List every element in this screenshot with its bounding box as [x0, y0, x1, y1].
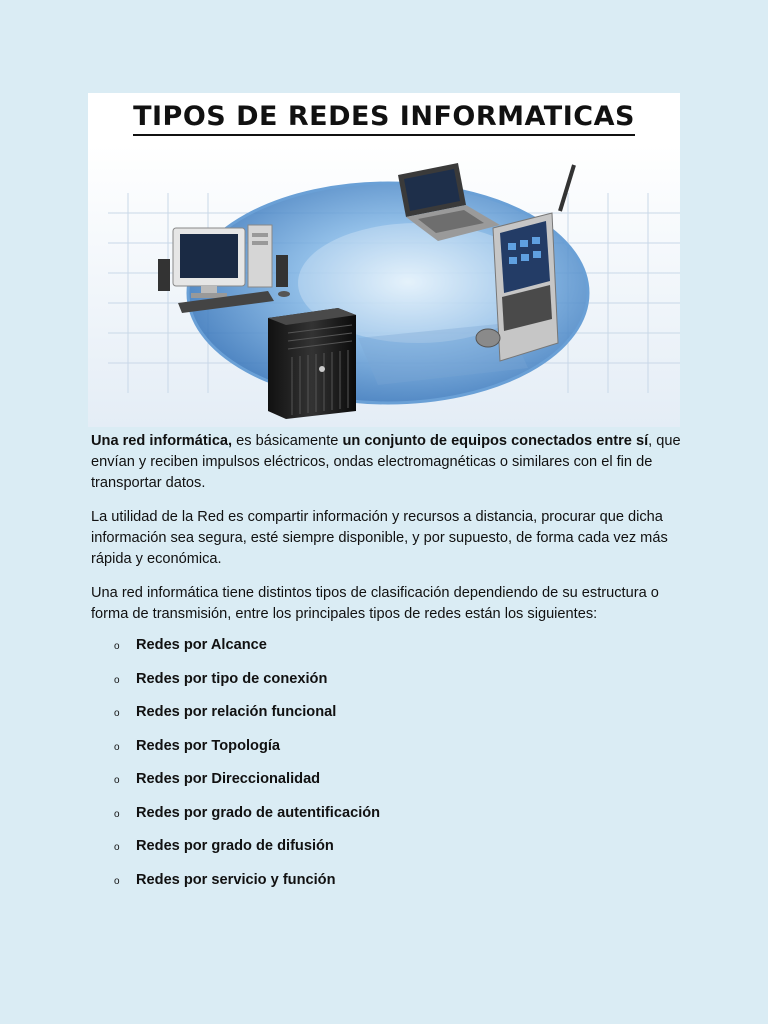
list-item	[114, 867, 380, 901]
bullet-icon: o	[114, 775, 120, 786]
list-item	[114, 632, 380, 666]
classification-paragraph: Una red informática tiene distintos tipos de clasificación dependiendo de su estructura o forma de transmisión, entre los principales tipos de redes están los siguientes:	[91, 585, 659, 622]
bullet-icon: o	[114, 842, 120, 853]
bullet-icon: o	[114, 875, 120, 887]
list-item-label: Redes por tipo de conexión	[136, 670, 328, 687]
list-item-label: Redes por Direccionalidad	[136, 771, 321, 787]
list-item	[114, 733, 380, 767]
intro-strong-2: un conjunto de equipos conectados entre sí	[342, 433, 649, 449]
list-item	[114, 666, 380, 700]
intro-paragraph	[91, 431, 681, 494]
bullet-icon: o	[114, 674, 120, 686]
list-item-label: Redes por Topología	[136, 737, 281, 754]
bullet-icon: o	[114, 708, 120, 719]
utility-paragraph: La utilidad de la Red es compartir información y recursos a distancia, procurar que dicha información sea segura, esté siempre disponible, y por supuesto, de forma cada vez más rápida y económica.	[91, 509, 668, 567]
list-item-label: Redes por grado de difusión	[136, 838, 334, 854]
intro-text-2: , que envían y reciben impulsos eléctricos, ondas electromagnéticas o similares con el fin de transportar datos.	[91, 433, 681, 491]
list-item-label: Redes por relación funcional	[136, 704, 337, 720]
list-item	[114, 699, 380, 733]
list-item-label: Redes por Alcance	[136, 637, 267, 653]
list-item-label: Redes por servicio y función	[136, 871, 336, 888]
list-item	[114, 833, 380, 867]
banner-title-text: TIPOS DE REDES INFORMATICAS	[133, 101, 635, 136]
list-item-label: Redes por grado de autentificación	[136, 804, 381, 821]
list-item	[114, 800, 380, 834]
network-devices-illustration	[88, 93, 680, 427]
banner-image	[88, 93, 680, 427]
list-item	[114, 766, 380, 800]
bullet-icon: o	[114, 741, 120, 753]
document-body	[91, 431, 681, 638]
intro-strong-1: Una red informática,	[91, 433, 233, 449]
bullet-icon: o	[114, 808, 120, 820]
bullet-icon: o	[114, 641, 120, 652]
network-types-list	[114, 632, 380, 900]
intro-text-1: es básicamente	[232, 433, 343, 449]
banner-title	[88, 101, 680, 136]
